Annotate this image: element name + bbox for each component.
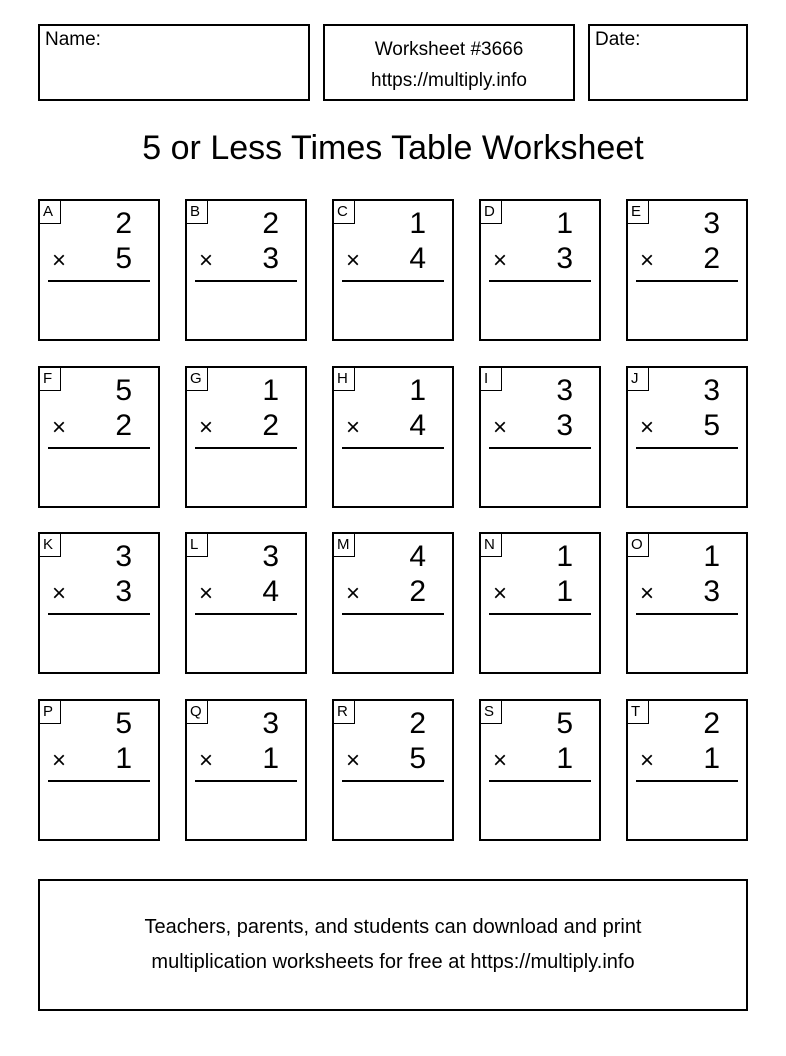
problem-card	[185, 366, 307, 508]
problem-card	[479, 199, 601, 341]
multiplier: 3	[262, 242, 279, 275]
problem-card	[626, 366, 748, 508]
multiplicand: 3	[262, 540, 279, 573]
multiplier: 4	[409, 409, 426, 442]
multiply-sign: ×	[199, 747, 214, 774]
answer-line	[342, 780, 444, 782]
multiply-sign: ×	[52, 580, 67, 607]
multiplicand: 1	[556, 540, 573, 573]
date-field-box	[588, 24, 748, 101]
multiplicand: 5	[556, 707, 573, 740]
multiplier: 4	[262, 575, 279, 608]
multiplicand: 1	[262, 374, 279, 407]
problem-label: S	[481, 701, 502, 724]
problem-label: Q	[187, 701, 208, 724]
multiplier: 3	[703, 575, 720, 608]
multiplicand: 5	[115, 374, 132, 407]
multiply-sign: ×	[346, 747, 361, 774]
problem-label: E	[628, 201, 649, 224]
multiplier: 5	[703, 409, 720, 442]
answer-line	[636, 280, 738, 282]
multiplicand: 2	[115, 207, 132, 240]
multiplicand: 3	[703, 207, 720, 240]
multiplicand: 3	[703, 374, 720, 407]
multiply-sign: ×	[346, 580, 361, 607]
answer-line	[195, 613, 297, 615]
problem-card	[626, 532, 748, 674]
problem-label: K	[40, 534, 61, 557]
problem-card	[332, 199, 454, 341]
problem-card	[479, 532, 601, 674]
problem-card	[332, 532, 454, 674]
multiply-sign: ×	[640, 747, 655, 774]
problem-label: I	[481, 368, 502, 391]
multiply-sign: ×	[199, 247, 214, 274]
problem-label: F	[40, 368, 61, 391]
problem-label: G	[187, 368, 208, 391]
multiplier: 4	[409, 242, 426, 275]
answer-line	[48, 780, 150, 782]
multiplier: 3	[556, 409, 573, 442]
multiplicand: 1	[409, 207, 426, 240]
worksheet-title: 5 or Less Times Table Worksheet	[142, 129, 644, 167]
multiplier: 3	[556, 242, 573, 275]
answer-line	[342, 447, 444, 449]
multiply-sign: ×	[52, 747, 67, 774]
multiplier: 2	[703, 242, 720, 275]
problem-label: B	[187, 201, 208, 224]
multiplicand: 3	[115, 540, 132, 573]
multiplier: 2	[262, 409, 279, 442]
footer-line-2: multiplication worksheets for free at https://multiply.info	[151, 951, 635, 973]
multiply-sign: ×	[493, 747, 508, 774]
multiply-sign: ×	[640, 247, 655, 274]
problem-card	[38, 199, 160, 341]
name-field-box	[38, 24, 310, 101]
multiplicand: 2	[262, 207, 279, 240]
multiply-sign: ×	[199, 580, 214, 607]
worksheet-number: Worksheet #3666	[374, 39, 524, 60]
multiplicand: 3	[262, 707, 279, 740]
date-label: Date:	[595, 29, 641, 50]
problem-label: N	[481, 534, 502, 557]
multiply-sign: ×	[199, 414, 214, 441]
problem-card	[332, 699, 454, 841]
multiply-sign: ×	[493, 580, 508, 607]
problem-card	[38, 699, 160, 841]
problem-label: H	[334, 368, 355, 391]
multiply-sign: ×	[640, 414, 655, 441]
problem-card	[185, 532, 307, 674]
multiplier: 1	[556, 575, 573, 608]
problem-label: L	[187, 534, 208, 557]
problem-label: D	[481, 201, 502, 224]
multiplicand: 4	[409, 540, 426, 573]
problem-label: P	[40, 701, 61, 724]
problem-card	[185, 699, 307, 841]
multiplicand: 2	[409, 707, 426, 740]
problem-card	[38, 532, 160, 674]
answer-line	[195, 280, 297, 282]
answer-line	[489, 447, 591, 449]
problem-card	[626, 699, 748, 841]
problem-label: M	[334, 534, 355, 557]
problem-label: J	[628, 368, 649, 391]
problem-card	[332, 366, 454, 508]
name-label: Name:	[45, 29, 101, 50]
multiply-sign: ×	[493, 414, 508, 441]
answer-line	[636, 613, 738, 615]
multiply-sign: ×	[52, 414, 67, 441]
footer-note	[38, 879, 748, 1011]
problem-label: T	[628, 701, 649, 724]
multiplicand: 1	[703, 540, 720, 573]
multiply-sign: ×	[493, 247, 508, 274]
multiplier: 5	[115, 242, 132, 275]
problem-label: R	[334, 701, 355, 724]
multiply-sign: ×	[346, 247, 361, 274]
problem-label: O	[628, 534, 649, 557]
answer-line	[636, 447, 738, 449]
multiplier: 5	[409, 742, 426, 775]
multiplier: 3	[115, 575, 132, 608]
problem-card	[38, 366, 160, 508]
multiplicand: 1	[409, 374, 426, 407]
answer-line	[195, 780, 297, 782]
problem-label: A	[40, 201, 61, 224]
multiplier: 2	[115, 409, 132, 442]
answer-line	[195, 447, 297, 449]
answer-line	[489, 780, 591, 782]
multiplicand: 3	[556, 374, 573, 407]
answer-line	[48, 613, 150, 615]
multiplier: 2	[409, 575, 426, 608]
multiplicand: 2	[703, 707, 720, 740]
answer-line	[48, 280, 150, 282]
multiplicand: 1	[556, 207, 573, 240]
problem-card	[185, 199, 307, 341]
worksheet-info-box	[323, 24, 575, 101]
multiply-sign: ×	[346, 414, 361, 441]
worksheet-url: https://multiply.info	[371, 70, 527, 91]
multiplier: 1	[556, 742, 573, 775]
answer-line	[636, 780, 738, 782]
multiplier: 1	[115, 742, 132, 775]
problem-card	[479, 699, 601, 841]
multiply-sign: ×	[52, 247, 67, 274]
multiplicand: 5	[115, 707, 132, 740]
answer-line	[489, 613, 591, 615]
multiplier: 1	[703, 742, 720, 775]
answer-line	[48, 447, 150, 449]
answer-line	[342, 613, 444, 615]
answer-line	[489, 280, 591, 282]
multiply-sign: ×	[640, 580, 655, 607]
multiplier: 1	[262, 742, 279, 775]
answer-line	[342, 280, 444, 282]
problem-card	[479, 366, 601, 508]
footer-line-1: Teachers, parents, and students can download and print	[144, 916, 642, 938]
problem-label: C	[334, 201, 355, 224]
problem-card	[626, 199, 748, 341]
